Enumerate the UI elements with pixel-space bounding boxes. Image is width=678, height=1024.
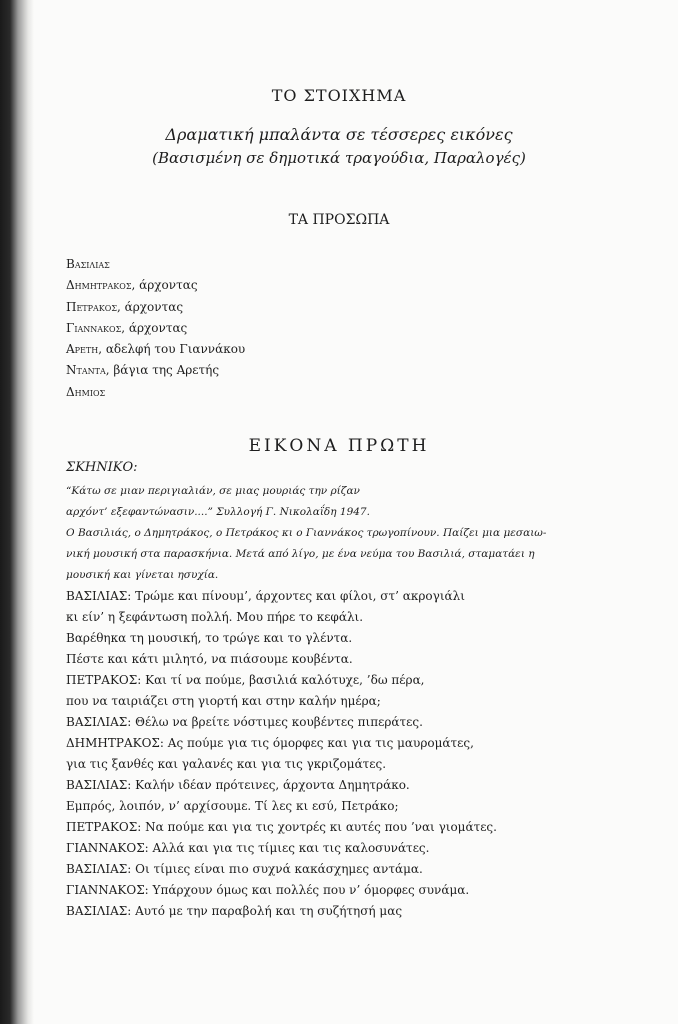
dialogue-line: για τις ξανθές και γαλανές και για τις γκριζομάτες. <box>66 757 387 771</box>
stage-line: νική μουσική στα παρασκήνια. Μετά από λίγο, με ένα νεύμα του Βασιλιά, σταματάει η <box>66 548 535 560</box>
play-title: ΤΟ ΣΤΟΙΧΗΜΑ <box>271 86 407 105</box>
cast-item: Πετρακος, άρχοντας <box>66 299 184 314</box>
cast-item: Ντaντa, βάγια της Αρετής <box>66 363 220 378</box>
dialogue-line: ΒΑΣΙΛΙΑΣ: Τρώμε και πίνουμ’, άρχοντες και φίλοι, στ’ ακρογιάλι <box>66 589 465 603</box>
stage-line: Ο Βασιλιάς, ο Δημητράκος, ο Πετράκος κι ο Γιαννάκος τρωγοπίνουν. Παίζει μια μεσαιω- <box>66 527 547 539</box>
dialogue-line: κι είν’ η ξεφάντωση πολλή. Μου πήρε το κεφάλι. <box>66 610 364 624</box>
stage-line: αρχόντ’ εξεφαντώνασιν....” Συλλογή Γ. Νικολαΐδη 1947. <box>66 506 370 518</box>
dialogue-line: Βαρέθηκα τη μουσική, το τρώγε και το γλέντα. <box>66 631 353 645</box>
dialogue-line: που να ταιριάζει στη γιορτή και στην καλήν ημέρα; <box>66 694 381 708</box>
play-source-note: (Βασισμένη σε δημοτικά τραγούδια, Παραλογές) <box>152 149 526 167</box>
dialogue-line: Πέστε και κάτι μιλητό, να πιάσουμε κουβέντα. <box>66 652 353 666</box>
scenery-label: ΣΚΗΝΙΚΟ: <box>66 460 138 475</box>
dialogue-line: ΒΑΣΙΛΙΑΣ: Οι τίμιες είναι πιο συχνά κακάσχημες αντάμα. <box>66 862 423 876</box>
cast-item: Δημητρακος, άρχοντας <box>66 278 198 293</box>
scene-heading: ΕΙΚΟΝΑ ΠΡΩΤΗ <box>248 436 430 456</box>
dialogue-line: ΒΑΣΙΛΙΑΣ: Θέλω να βρείτε νόστιμες κουβέντες πιπεράτες. <box>66 715 423 729</box>
stage-line: “Κάτω σε μιαν περιγιαλιάν, σε μιας μουριάς την ρίζαν <box>66 485 360 497</box>
cast-list <box>66 254 245 403</box>
dialogue-line: ΓΙΑΝΝΑΚΟΣ: Αλλά και για τις τίμιες και τις καλοσυνάτες. <box>66 841 430 855</box>
dialogue-line: ΠΕΤΡΑΚΟΣ: Και τί να πούμε, βασιλιά καλότυχε, ’δω πέρα, <box>66 673 425 687</box>
stage-line: μουσική και γίνεται ησυχία. <box>66 569 219 581</box>
play-subtitle: Δραματική μπαλάντα σε τέσσερες εικόνες <box>165 125 513 144</box>
persons-heading: ΤΑ ΠΡΟΣΩΠΑ <box>288 212 390 228</box>
dialogue-text <box>66 586 606 922</box>
cast-item: Δημιος <box>66 384 106 399</box>
dialogue-line: ΔΗΜΗΤΡΑΚΟΣ: Ας πούμε για τις όμορφες και για τις μαυρομάτες, <box>66 736 474 750</box>
dialogue-line: ΠΕΤΡΑΚΟΣ: Να πούμε και για τις χοντρές κι αυτές που ’ναι γιομάτες. <box>66 820 497 834</box>
cast-item: Αρετη, αδελφή του Γιαννάκου <box>66 342 246 357</box>
dialogue-line: ΒΑΣΙΛΙΑΣ: Αυτό με την παραβολή και τη συζήτησή μας <box>66 904 403 918</box>
dialogue-line: ΓΙΑΝΝΑΚΟΣ: Υπάρχουν όμως και πολλές που ν’ όμορφες συνάμα. <box>66 883 470 897</box>
dialogue-line: Εμπρός, λοιπόν, ν’ αρχίσουμε. Τί λες κι εσύ, Πετράκο; <box>66 799 399 813</box>
stage-directions <box>66 481 586 586</box>
cast-item: Γιαννακος, άρχοντας <box>66 320 188 335</box>
cast-item: Βασιλιας <box>66 257 110 271</box>
dialogue-line: ΒΑΣΙΛΙΑΣ: Καλήν ιδέαν πρότεινες, άρχοντα Δημητράκο. <box>66 778 410 792</box>
